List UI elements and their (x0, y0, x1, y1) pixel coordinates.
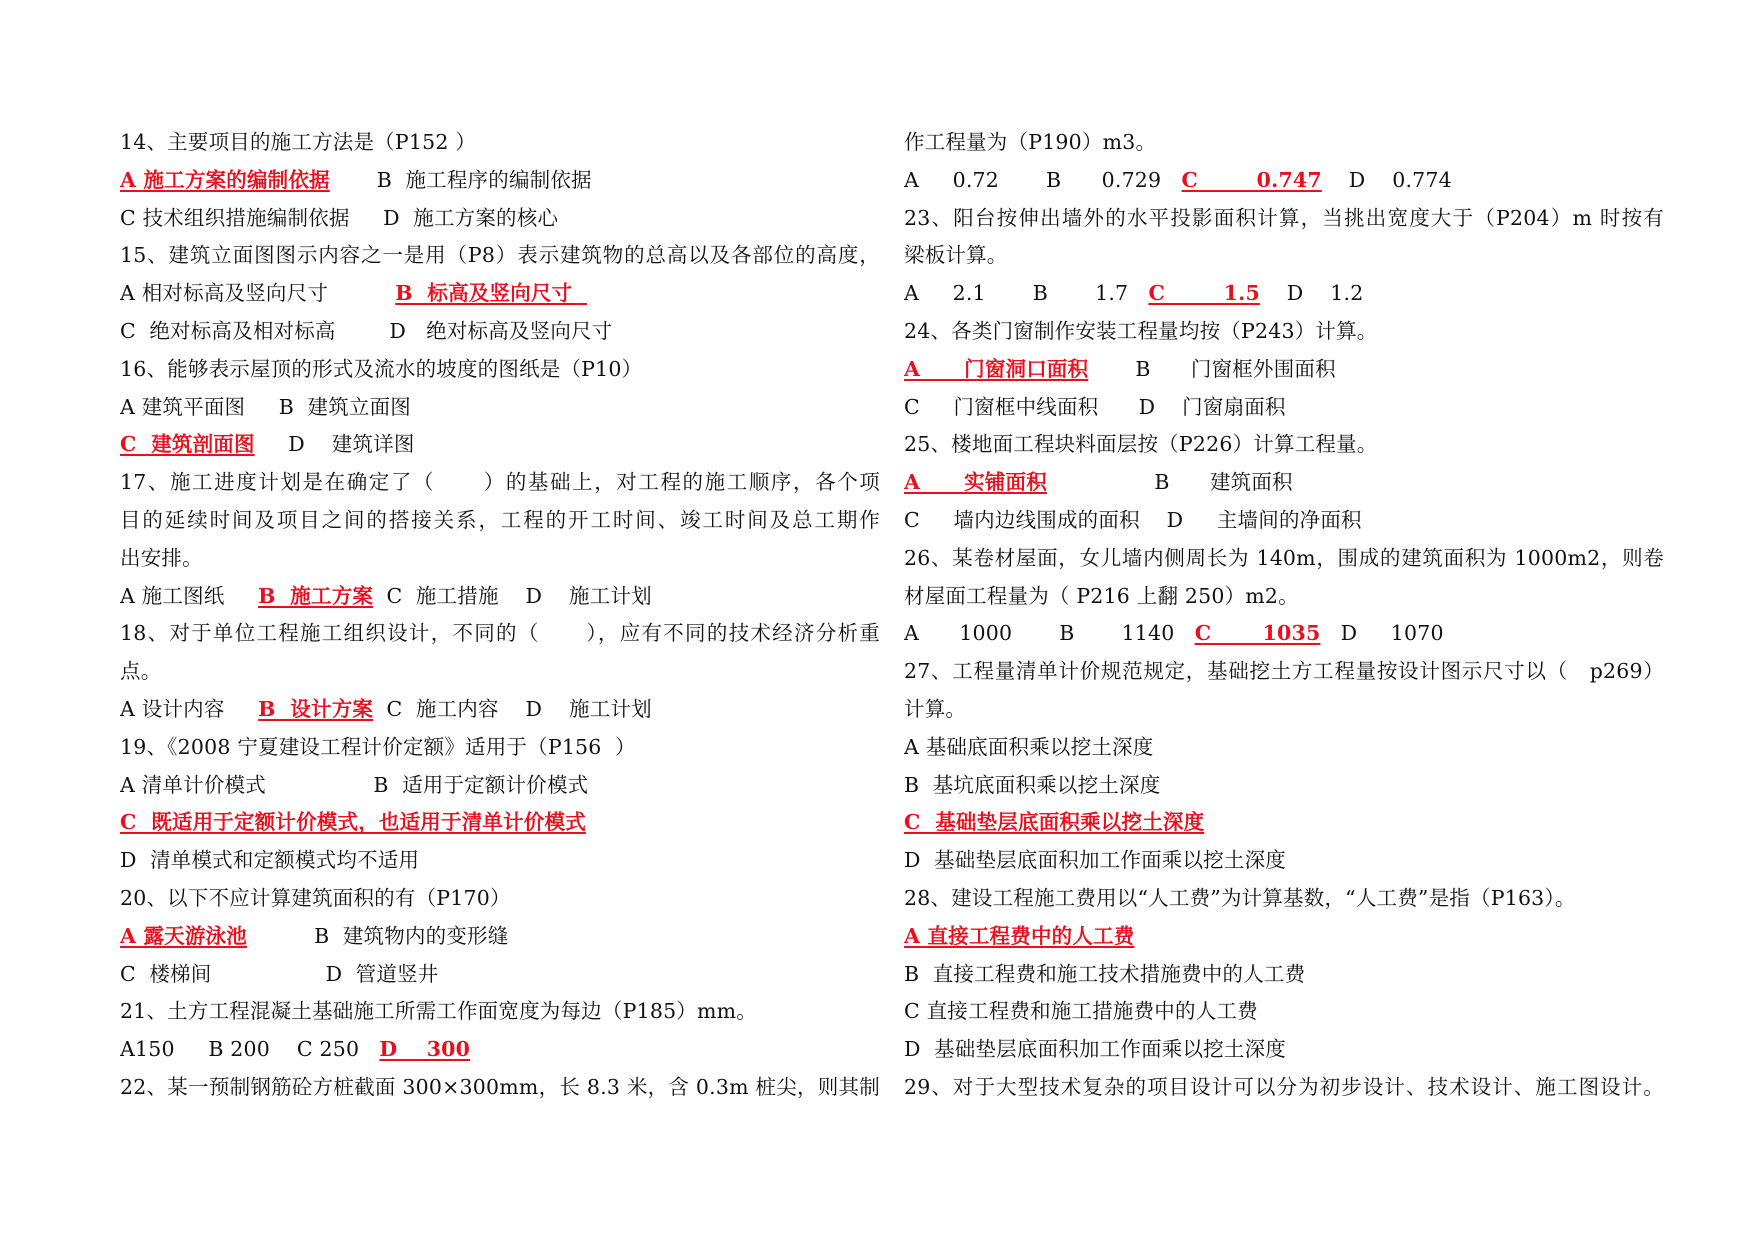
text-line (120, 540, 880, 578)
line-text: D 清单模式和定额模式均不适用 (120, 848, 420, 873)
text-line (120, 767, 880, 805)
line-text: C 施工措施 D 施工计划 (373, 583, 652, 608)
line-text: 26、某卷材屋面，女儿墙内侧周长为 140m，围成的建筑面积为 1000m2，则卷 (904, 545, 1664, 570)
answer-text: D 300 (379, 1037, 471, 1062)
line-text: 17、施工进度计划是在确定了（ ）的基础上，对工程的施工顺序，各个项 (120, 470, 880, 495)
line-text: 材屋面工程量为（ P216 上翻 250）m2。 (904, 583, 1299, 608)
line-text: C 施工内容 D 施工计划 (373, 696, 652, 721)
line-text: A 相对标高及竖向尺寸 (120, 281, 396, 306)
text-line (904, 653, 1664, 691)
text-line (120, 918, 880, 956)
text-line (904, 1069, 1664, 1107)
line-text: 15、建筑立面图图示内容之一是用（P8）表示建筑物的总高以及各部位的高度， (120, 243, 880, 268)
text-line (120, 691, 880, 729)
text-line (904, 578, 1664, 616)
right-column (904, 124, 1664, 1107)
line-text: 27、工程量清单计价规范规定，基础挖土方工程量按设计图示尺寸以（ p269） (904, 659, 1664, 684)
text-line (120, 653, 880, 691)
text-line (120, 804, 880, 842)
line-text: 20、以下不应计算建筑面积的有（P170） (120, 885, 511, 910)
text-line (120, 389, 880, 427)
answer-text: B 标高及竖向尺寸 (395, 281, 587, 306)
line-text: A 施工图纸 (120, 583, 259, 608)
line-text: B 建筑物内的变形缝 (246, 923, 509, 948)
answer-text: C 建筑剖面图 (120, 432, 255, 457)
line-text: 出安排。 (120, 545, 203, 570)
text-line (120, 275, 880, 313)
line-text: C 楼梯间 D 管道竖井 (120, 961, 439, 986)
line-text: B 门窗框外围面积 (1088, 356, 1336, 381)
line-text: 24、各类门窗制作安装工程量均按（P243）计算。 (904, 318, 1378, 343)
text-line (120, 956, 880, 994)
text-line (904, 729, 1664, 767)
line-text: D 建筑详图 (254, 432, 415, 457)
answer-text: C 1035 (1194, 621, 1321, 646)
line-text: 19、《2008 宁夏建设工程计价定额》适用于（P156 ） (120, 734, 636, 759)
answer-text: A 露天游泳池 (120, 923, 247, 948)
answer-text: A 施工方案的编制依据 (120, 167, 330, 192)
line-text: D 基础垫层底面积加工作面乘以挖土深度 (904, 1037, 1286, 1062)
text-line (904, 540, 1664, 578)
answer-text: B 施工方案 (258, 583, 374, 608)
answer-text: C 1.5 (1148, 281, 1260, 306)
text-line (904, 162, 1664, 200)
text-line (120, 464, 880, 502)
answer-text: A 门窗洞口面积 (904, 356, 1089, 381)
line-text: C 门窗框中线面积 D 门窗扇面积 (904, 394, 1286, 419)
text-line (120, 1069, 880, 1107)
line-text: 计算。 (904, 696, 967, 721)
text-line (904, 275, 1664, 313)
text-line (904, 767, 1664, 805)
line-text: A 设计内容 (120, 696, 259, 721)
line-text: 29、对于大型技术复杂的项目设计可以分为初步设计、技术设计、施工图设计。 (904, 1074, 1664, 1099)
text-line (904, 389, 1664, 427)
line-text: 目的延续时间及项目之间的搭接关系，工程的开工时间、竣工时间及总工期作 (120, 507, 880, 532)
text-line (120, 162, 880, 200)
line-text: 16、能够表示屋顶的形式及流水的坡度的图纸是（P10） (120, 356, 643, 381)
line-text: B 建筑面积 (1046, 470, 1293, 495)
text-line (904, 502, 1664, 540)
line-text: A150 B 200 C 250 (120, 1037, 380, 1062)
line-text: 18、对于单位工程施工组织设计，不同的（ ），应有不同的技术经济分析重 (120, 621, 880, 646)
line-text: 点。 (120, 659, 162, 684)
line-text: 14、主要项目的施工方法是（P152 ） (120, 130, 477, 154)
text-line (904, 351, 1664, 389)
text-line (120, 729, 880, 767)
line-text: A 清单计价模式 B 适用于定额计价模式 (120, 772, 589, 797)
line-text: 23、阳台按伸出墙外的水平投影面积计算，当挑出宽度大于（P204）m 时按有 (904, 205, 1664, 230)
line-text: C 技术组织措施编制依据 D 施工方案的核心 (120, 205, 559, 230)
line-text: A 1000 B 1140 (904, 621, 1195, 646)
line-text: D 1.2 (1259, 281, 1364, 306)
line-text: A 建筑平面图 B 建筑立面图 (120, 394, 411, 419)
text-line (120, 880, 880, 918)
line-text: 25、楼地面工程块料面层按（P226）计算工程量。 (904, 432, 1378, 457)
text-line (904, 956, 1664, 994)
line-text: D 0.774 (1321, 167, 1452, 192)
text-line (904, 1031, 1664, 1069)
line-text: A 0.72 B 0.729 (904, 167, 1182, 192)
text-line (120, 426, 880, 464)
line-text: B 直接工程费和施工技术措施费中的人工费 (904, 961, 1306, 986)
text-line (904, 615, 1664, 653)
text-line (904, 313, 1664, 351)
line-text: 作工程量为（P190）m3。 (904, 130, 1157, 154)
answer-text: C 基础垫层底面积乘以挖土深度 (904, 810, 1205, 835)
answer-text: B 设计方案 (258, 696, 374, 721)
line-text: 梁板计算。 (904, 243, 1008, 268)
text-line (904, 426, 1664, 464)
text-line (904, 804, 1664, 842)
line-text: D 基础垫层底面积加工作面乘以挖土深度 (904, 848, 1286, 873)
text-line (120, 502, 880, 540)
line-text: A 2.1 B 1.7 (904, 281, 1149, 306)
line-text: B 基坑底面积乘以挖土深度 (904, 772, 1161, 797)
answer-text: C 既适用于定额计价模式，也适用于清单计价模式 (120, 810, 586, 835)
line-text: 22、某一预制钢筋砼方桩截面 300×300mm，长 8.3 米，含 0.3m 桩尖，则其制 (120, 1074, 880, 1099)
text-line (904, 237, 1664, 275)
line-text: C 直接工程费和施工措施费中的人工费 (904, 999, 1258, 1024)
answer-text: C 0.747 (1181, 167, 1322, 192)
text-line (904, 464, 1664, 502)
text-line (120, 313, 880, 351)
text-line (120, 124, 880, 162)
answer-text: A 实铺面积 (904, 470, 1047, 495)
line-text: 28、建设工程施工费用以“人工费”为计算基数，“人工费”是指（P163）。 (904, 885, 1576, 910)
text-line (120, 993, 880, 1031)
text-line (904, 842, 1664, 880)
text-line (120, 200, 880, 238)
text-line (904, 124, 1664, 162)
text-line (904, 918, 1664, 956)
text-line (120, 578, 880, 616)
text-line (120, 842, 880, 880)
text-line (120, 615, 880, 653)
answer-text: A 直接工程费中的人工费 (904, 923, 1135, 948)
line-text: A 基础底面积乘以挖土深度 (904, 734, 1154, 759)
left-column (120, 124, 880, 1107)
text-line (904, 691, 1664, 729)
line-text: C 绝对标高及相对标高 D 绝对标高及竖向尺寸 (120, 318, 613, 343)
text-line (120, 1031, 880, 1069)
text-line (904, 200, 1664, 238)
text-line (904, 993, 1664, 1031)
line-text: B 施工程序的编制依据 (329, 167, 592, 192)
text-line (904, 880, 1664, 918)
line-text: 21、土方工程混凝土基础施工所需工作面宽度为每边（P185）mm。 (120, 999, 757, 1024)
line-text: D 1070 (1320, 621, 1444, 646)
line-text: C 墙内边线围成的面积 D 主墙间的净面积 (904, 507, 1362, 532)
text-line (120, 351, 880, 389)
text-line (120, 237, 880, 275)
